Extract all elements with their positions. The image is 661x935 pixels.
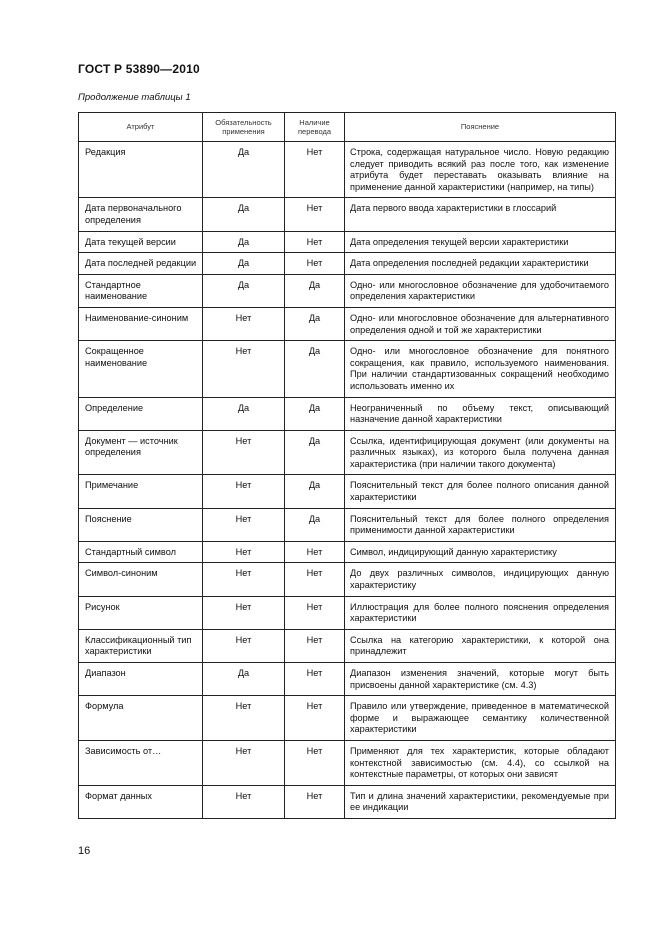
cell-mandatory: Нет: [203, 740, 285, 785]
table-row: [79, 274, 616, 307]
cell-attribute: Документ — источник определения: [79, 430, 203, 475]
header-explanation: Пояснение: [345, 113, 616, 142]
cell-mandatory: Нет: [203, 696, 285, 741]
cell-translation: Нет: [285, 740, 345, 785]
cell-translation: Нет: [285, 198, 345, 231]
document-title: ГОСТ Р 53890—2010: [78, 62, 200, 76]
cell-mandatory: Нет: [203, 629, 285, 662]
cell-translation: Нет: [285, 541, 345, 563]
cell-attribute: Редакция: [79, 142, 203, 198]
cell-attribute: Формула: [79, 696, 203, 741]
table-row: [79, 541, 616, 563]
cell-mandatory: Нет: [203, 541, 285, 563]
table-row: [79, 142, 616, 198]
cell-explanation: Применяют для тех характеристик, которые обладают контекстной зависимостью (см. 4.4), со ссылкой на контекстные параметры, от которых они зависят: [345, 740, 616, 785]
cell-translation: Нет: [285, 231, 345, 253]
cell-explanation: Пояснительный текст для более полного описания данной характеристики: [345, 475, 616, 508]
cell-mandatory: Нет: [203, 341, 285, 397]
cell-explanation: До двух различных символов, индицирующих данную характеристику: [345, 563, 616, 596]
cell-attribute: Классификационный тип характеристики: [79, 629, 203, 662]
cell-attribute: Примечание: [79, 475, 203, 508]
cell-attribute: Определение: [79, 397, 203, 430]
cell-mandatory: Нет: [203, 475, 285, 508]
cell-mandatory: Да: [203, 397, 285, 430]
cell-mandatory: Да: [203, 253, 285, 275]
cell-explanation: Неограниченный по объему текст, описывающий назначение данной характеристики: [345, 397, 616, 430]
table-row: [79, 430, 616, 475]
table-row: [79, 696, 616, 741]
cell-attribute: Пояснение: [79, 508, 203, 541]
cell-translation: Нет: [285, 785, 345, 818]
cell-translation: Да: [285, 475, 345, 508]
table-continuation-label: Продолжение таблицы 1: [78, 92, 191, 103]
cell-attribute: Наименование-синоним: [79, 307, 203, 340]
table-row: [79, 663, 616, 696]
cell-mandatory: Да: [203, 231, 285, 253]
cell-translation: Да: [285, 307, 345, 340]
table-row: [79, 629, 616, 662]
cell-mandatory: Нет: [203, 508, 285, 541]
cell-mandatory: Нет: [203, 563, 285, 596]
cell-attribute: Символ-синоним: [79, 563, 203, 596]
header-attribute: Атрибут: [79, 113, 203, 142]
cell-mandatory: Да: [203, 663, 285, 696]
cell-explanation: Одно- или многословное обозначение для удобочитаемого определения характеристики: [345, 274, 616, 307]
table-row: [79, 397, 616, 430]
cell-attribute: Формат данных: [79, 785, 203, 818]
cell-explanation: Иллюстрация для более полного пояснения определения характеристики: [345, 596, 616, 629]
cell-mandatory: Нет: [203, 785, 285, 818]
cell-translation: Да: [285, 508, 345, 541]
table-row: [79, 198, 616, 231]
cell-translation: Нет: [285, 663, 345, 696]
cell-mandatory: Нет: [203, 307, 285, 340]
table-body: [79, 142, 616, 819]
cell-explanation: Пояснительный текст для более полного определения применимости данной характеристики: [345, 508, 616, 541]
table-row: [79, 563, 616, 596]
table-header-row: [79, 113, 616, 142]
table-row: [79, 475, 616, 508]
cell-explanation: Строка, содержащая натуральное число. Новую редакцию следует приводить всякий раз после того, как изменение атрибута будет переставать оказывать влияние на применение данной характеристики (например, на типы): [345, 142, 616, 198]
cell-translation: Нет: [285, 563, 345, 596]
cell-explanation: Дата определения последней редакции характеристики: [345, 253, 616, 275]
table-row: [79, 508, 616, 541]
cell-attribute: Стандартное наименование: [79, 274, 203, 307]
cell-attribute: Диапазон: [79, 663, 203, 696]
cell-mandatory: Да: [203, 198, 285, 231]
header-translation: Наличие перевода: [285, 113, 345, 142]
cell-translation: Да: [285, 341, 345, 397]
table-row: [79, 253, 616, 275]
cell-explanation: Тип и длина значений характеристики, рекомендуемые при ее индикации: [345, 785, 616, 818]
cell-attribute: Дата первоначального определения: [79, 198, 203, 231]
cell-translation: Нет: [285, 696, 345, 741]
table-row: [79, 596, 616, 629]
cell-mandatory: Да: [203, 142, 285, 198]
cell-explanation: Дата первого ввода характеристики в глоссарий: [345, 198, 616, 231]
cell-translation: Да: [285, 274, 345, 307]
cell-explanation: Символ, индицирующий данную характеристику: [345, 541, 616, 563]
cell-explanation: Правило или утверждение, приведенное в математической форме и выражающее семантику количественной характеристики: [345, 696, 616, 741]
cell-explanation: Одно- или многословное обозначение для альтернативного определения одной и той же характеристики: [345, 307, 616, 340]
cell-explanation: Ссылка, идентифицирующая документ (или документы на различных языках), из которого была получена данная характеристика (при наличии такого документа): [345, 430, 616, 475]
header-mandatory: Обязательность применения: [203, 113, 285, 142]
cell-attribute: Сокращенное наименование: [79, 341, 203, 397]
cell-translation: Нет: [285, 629, 345, 662]
table-row: [79, 341, 616, 397]
cell-translation: Да: [285, 397, 345, 430]
cell-explanation: Одно- или многословное обозначение для понятного сокращения, как правило, используемого наименования. При наличии стандартизованных сокращений необходимо использовать именно их: [345, 341, 616, 397]
cell-attribute: Дата текущей версии: [79, 231, 203, 253]
cell-mandatory: Нет: [203, 596, 285, 629]
cell-explanation: Ссылка на категорию характеристики, к которой она принадлежит: [345, 629, 616, 662]
attributes-table: [78, 112, 616, 819]
table-row: [79, 785, 616, 818]
cell-attribute: Стандартный символ: [79, 541, 203, 563]
page-number: 16: [78, 845, 91, 857]
cell-mandatory: Нет: [203, 430, 285, 475]
cell-attribute: Дата последней редакции: [79, 253, 203, 275]
table-row: [79, 740, 616, 785]
cell-translation: Да: [285, 430, 345, 475]
cell-translation: Нет: [285, 253, 345, 275]
cell-explanation: Диапазон изменения значений, которые могут быть присвоены данной характеристике (см. 4.3): [345, 663, 616, 696]
cell-translation: Нет: [285, 142, 345, 198]
table-row: [79, 231, 616, 253]
cell-explanation: Дата определения текущей версии характеристики: [345, 231, 616, 253]
cell-attribute: Рисунок: [79, 596, 203, 629]
cell-attribute: Зависимость от…: [79, 740, 203, 785]
cell-mandatory: Да: [203, 274, 285, 307]
table-row: [79, 307, 616, 340]
cell-translation: Нет: [285, 596, 345, 629]
